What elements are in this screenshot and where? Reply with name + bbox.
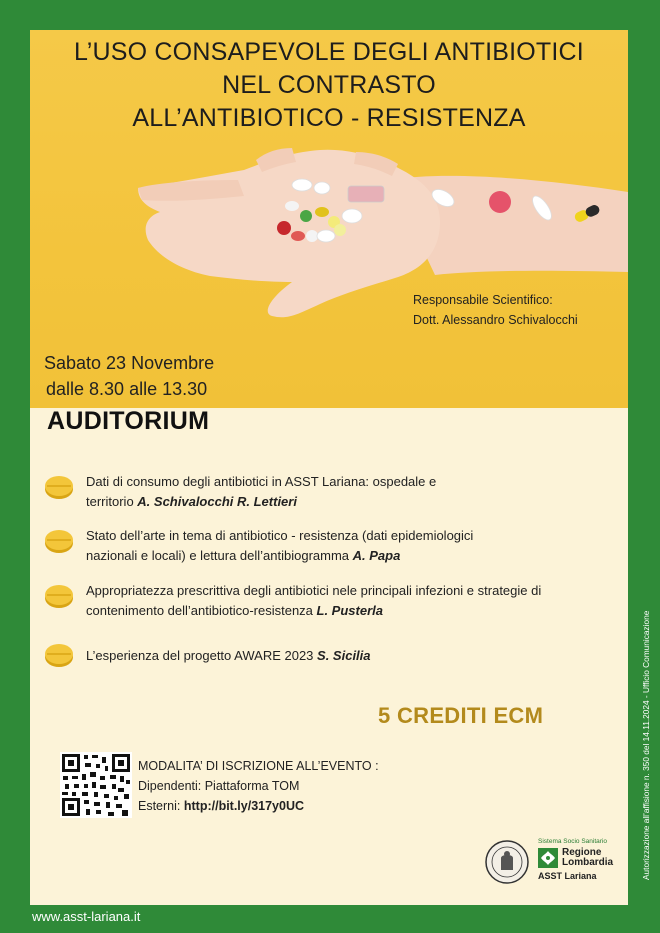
logo-region-line: Regione <box>562 847 602 858</box>
program-item-speakers: L. Pusterla <box>316 603 383 618</box>
event-title <box>30 36 628 135</box>
program-item-topic: territorio <box>86 494 138 509</box>
registration-employees: Dipendenti: Piattaforma TOM <box>138 779 300 793</box>
event-datetime <box>44 350 214 402</box>
registration-info <box>138 756 379 816</box>
lombardia-rose-icon <box>538 848 558 868</box>
pill-bullet-icon <box>44 474 74 500</box>
event-venue: AUDITORIUM <box>47 407 210 435</box>
event-time: dalle 8.30 alle 13.30 <box>46 379 208 399</box>
program-item-topic: nazionali e locali) e lettura dell’antibiogramma <box>86 548 353 563</box>
website-link[interactable]: www.asst-lariana.it <box>32 909 141 924</box>
program-item-line: Dati di consumo degli antibiotici in ASST Lariana: ospedale e <box>86 474 437 489</box>
pill-bullet-icon <box>44 583 74 609</box>
qr-code-icon[interactable] <box>60 752 132 818</box>
event-date: Sabato 23 Novembre <box>44 353 215 373</box>
registration-heading: MODALITA’ DI ISCRIZIONE ALL’EVENTO : <box>138 759 379 773</box>
program-item-line <box>86 646 371 666</box>
logo-region-name <box>562 848 613 868</box>
asst-seal-icon <box>485 840 529 884</box>
logo-region-line: Lombardia <box>562 857 614 868</box>
hero-banner <box>30 30 628 408</box>
program-item-line <box>86 546 473 566</box>
registration-external <box>138 796 379 816</box>
program-item-speakers: S. Sicilia <box>317 648 371 663</box>
pill-bullet-icon <box>44 528 74 554</box>
scientific-lead-name: Dott. Alessandro Schivalocchi <box>413 313 578 327</box>
program-item-line: Stato dell’arte in tema di antibiotico - resistenza (dati epidemiologici <box>86 528 474 543</box>
pill-bullet-icon <box>44 642 74 668</box>
program-item-line <box>86 492 436 512</box>
scientific-lead <box>413 290 578 330</box>
poster-body <box>30 30 628 905</box>
title-line-1: L’USO CONSAPEVOLE DEGLI ANTIBIOTICI <box>74 38 584 66</box>
program-item-text <box>86 472 436 512</box>
program-item-topic: L’esperienza del progetto AWARE 2023 <box>86 648 318 663</box>
registration-external-label: Esterni: <box>138 799 184 813</box>
program-item-text <box>86 581 541 621</box>
regione-lombardia-logo <box>538 838 623 894</box>
program-item-topic: contenimento dell’antibiotico-resistenza <box>86 603 317 618</box>
logo-asst-name: ASST Lariana <box>538 871 597 881</box>
program-item-speakers: A. Schivalocchi R. Lettieri <box>137 494 297 509</box>
title-line-3: ALL’ANTIBIOTICO - RESISTENZA <box>132 104 526 132</box>
program-item-line <box>86 601 541 621</box>
scientific-lead-label: Responsabile Scientifico: <box>413 293 553 307</box>
program-item-text <box>86 526 473 566</box>
posting-authorization-note: Autorizzazione all’affisione n. 350 del 14.11.2024 - Ufficio Comunicazione <box>641 610 651 880</box>
logo-system-label: Sistema Socio Sanitario <box>538 838 608 845</box>
program-item-speakers: A. Papa <box>352 548 401 563</box>
title-line-2: NEL CONTRASTO <box>222 71 436 99</box>
ecm-credits: 5 CREDITI ECM <box>378 703 544 728</box>
program-item-line: Appropriatezza prescrittiva degli antibiotici nele principali infezioni e strategie di <box>86 583 542 598</box>
program-item-text <box>86 646 371 666</box>
registration-link[interactable]: http://bit.ly/317y0UC <box>183 799 305 813</box>
